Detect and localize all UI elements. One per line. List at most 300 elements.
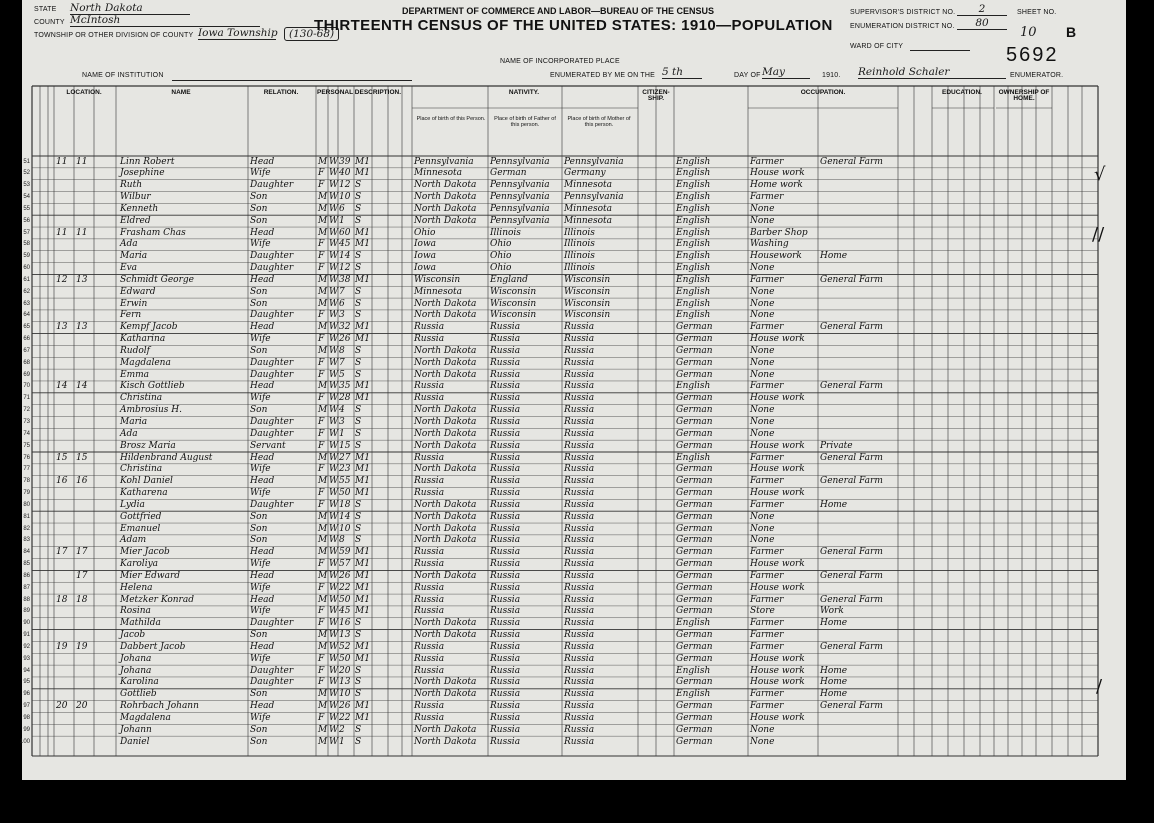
row-line-cell: 67 [23,347,30,354]
row-mbp-cell: Russia [564,511,595,522]
row-bp-cell: Russia [414,559,445,570]
row-name-cell: Ada [120,239,138,250]
row-bp-cell: North Dakota [414,535,477,546]
row-lang-cell: German [676,547,713,558]
row-age-cell: 1 [339,215,345,226]
row-rel-cell: Head [250,476,275,487]
row-bp-cell: Wisconsin [414,274,461,285]
row-name-cell: Rosina [120,606,151,617]
row-rel-cell: Daughter [250,251,294,262]
row-mbp-cell: Russia [564,416,595,427]
day-of-label: DAY OF [734,72,761,79]
row-rel-cell: Son [250,630,268,641]
row-fam-cell: 16 [76,476,88,487]
row-mbp-cell: Russia [564,701,595,712]
row-age-cell: 10 [339,192,351,203]
row-sex-cell: M [318,322,328,333]
row-fbp-cell: Russia [490,665,521,676]
row-mbp-cell: Russia [564,570,595,581]
row-ind-cell: Home [820,665,848,676]
row-line-cell: 57 [23,229,30,236]
row-race-cell: W [329,559,339,570]
row-fbp-cell: Russia [490,712,521,723]
row-trade-cell: House work [750,653,805,664]
row-name-cell: Schmidt George [120,274,194,285]
row-lang-cell: German [676,334,713,345]
row-fam-cell: 19 [76,641,88,652]
row-race-cell: W [329,570,339,581]
row-age-cell: 52 [339,641,351,652]
row-mbp-cell: Minnesota [564,203,613,214]
row-line-cell: 81 [23,513,30,520]
row-trade-cell: House work [750,440,805,451]
row-race-cell: W [329,712,339,723]
row-trade-cell: Farmer [750,618,784,629]
enumeration-district-label: ENUMERATION DISTRICT NO. [850,23,955,30]
row-bp-cell: North Dakota [414,357,477,368]
row-mbp-cell: Russia [564,606,595,617]
row-age-cell: 2 [339,724,345,735]
row-mar-cell: S [355,310,362,321]
row-age-cell: 26 [339,570,351,581]
row-mar-cell: S [355,192,362,203]
row-sex-cell: F [318,712,325,723]
row-rel-cell: Daughter [250,357,294,368]
row-fbp-cell: Wisconsin [490,310,537,321]
row-lang-cell: English [676,215,711,226]
row-dw-cell: 12 [56,274,68,285]
row-line-cell: 54 [23,194,30,201]
row-rel-cell: Head [250,594,275,605]
row-line-cell: 58 [23,241,30,248]
row-lang-cell: English [676,203,711,214]
row-trade-cell: None [750,357,775,368]
row-name-cell: Mier Edward [120,570,181,581]
row-mbp-cell: Wisconsin [564,298,611,309]
row-lang-cell: German [676,345,713,356]
row-sex-cell: F [318,168,325,179]
row-age-cell: 14 [339,511,351,522]
row-race-cell: W [329,464,339,475]
row-trade-cell: House work [750,712,805,723]
row-age-cell: 59 [339,547,351,558]
row-sex-cell: F [318,653,325,664]
row-sex-cell: M [318,689,328,700]
row-mar-cell: M1 [355,168,370,179]
row-fbp-cell: England [490,274,528,285]
row-age-cell: 20 [339,665,351,676]
row-dw-cell: 16 [56,476,68,487]
row-name-cell: Wilbur [120,192,151,203]
institution-label: NAME OF INSTITUTION [82,72,164,79]
row-lang-cell: German [676,476,713,487]
row-lang-cell: German [676,511,713,522]
row-lang-cell: German [676,523,713,534]
row-ind-cell: General Farm [820,322,883,333]
row-lang-cell: English [676,227,711,238]
row-trade-cell: Farmer [750,641,784,652]
row-trade-cell: None [750,511,775,522]
year-label: 1910. [822,72,841,79]
row-fbp-cell: Russia [490,701,521,712]
row-name-cell: Lydia [120,499,145,510]
name-header: NAME [171,89,191,96]
row-race-cell: W [329,630,339,641]
row-sex-cell: M [318,523,328,534]
supervisor-value: 2 [957,3,1007,16]
township-label: TOWNSHIP OR OTHER DIVISION OF COUNTY [34,32,194,39]
row-bp-cell: Russia [414,476,445,487]
row-fam-cell: 11 [76,156,88,167]
row-rel-cell: Wife [250,559,271,570]
county-label: COUNTY [34,19,65,26]
row-trade-cell: House work [750,393,805,404]
row-trade-cell: Farmer [750,689,784,700]
row-bp-cell: Russia [414,393,445,404]
row-bp-cell: Russia [414,334,445,345]
row-age-cell: 8 [339,345,345,356]
row-lang-cell: English [676,310,711,321]
row-rel-cell: Head [250,156,275,167]
row-mar-cell: S [355,416,362,427]
row-race-cell: W [329,440,339,451]
row-mar-cell: M1 [355,594,370,605]
row-rel-cell: Daughter [250,428,294,439]
row-mar-cell: S [355,345,362,356]
sheet-value: 10 [1020,25,1037,40]
row-mar-cell: S [355,215,362,226]
row-name-cell: Maria [120,416,148,427]
row-fam-cell: 15 [76,452,88,463]
row-age-cell: 32 [339,322,351,333]
row-sex-cell: F [318,428,325,439]
row-sex-cell: M [318,535,328,546]
row-fbp-cell: Ohio [490,239,512,250]
row-ind-cell: General Farm [820,594,883,605]
enumerated-month: May [762,66,810,79]
row-line-cell: 86 [23,572,30,579]
row-mar-cell: S [355,251,362,262]
row-race-cell: W [329,215,339,226]
row-fbp-cell: Russia [490,393,521,404]
row-sex-cell: F [318,180,325,191]
row-rel-cell: Son [250,689,268,700]
enumerator-label: ENUMERATOR. [1010,72,1064,79]
row-race-cell: W [329,689,339,700]
row-mbp-cell: Russia [564,535,595,546]
row-mar-cell: M1 [355,547,370,558]
row-line-cell: 59 [23,253,30,260]
row-mar-cell: M1 [355,488,370,499]
row-age-cell: 27 [339,452,351,463]
row-age-cell: 18 [339,499,351,510]
row-race-cell: W [329,227,339,238]
personal-header: PERSONAL DESCRIPTION. [316,89,402,96]
row-rel-cell: Head [250,452,275,463]
row-sex-cell: F [318,665,325,676]
row-race-cell: W [329,677,339,688]
row-sex-cell: F [318,393,325,404]
row-name-cell: Kempf Jacob [120,322,178,333]
row-rel-cell: Daughter [250,416,294,427]
enumeration-district-value: 80 [957,17,1007,30]
row-lang-cell: German [676,712,713,723]
row-fbp-cell: Russia [490,630,521,641]
row-fbp-cell: Russia [490,606,521,617]
row-sex-cell: F [318,677,325,688]
row-sex-cell: M [318,345,328,356]
row-line-cell: 79 [23,490,30,497]
row-fbp-cell: Russia [490,416,521,427]
row-race-cell: W [329,168,339,179]
supervisor-label: SUPERVISOR'S DISTRICT NO. [850,9,956,16]
row-bp-cell: North Dakota [414,618,477,629]
row-trade-cell: Farmer [750,499,784,510]
row-ind-cell: General Farm [820,570,883,581]
row-rel-cell: Head [250,322,275,333]
row-line-cell: 85 [23,561,30,568]
row-age-cell: 12 [339,180,351,191]
row-fbp-cell: Russia [490,677,521,688]
row-fbp-cell: Ohio [490,263,512,274]
row-ind-cell: General Farm [820,701,883,712]
row-race-cell: W [329,322,339,333]
row-name-cell: Hildenbrand August [120,452,213,463]
row-dw-cell: 20 [56,701,68,712]
row-dw-cell: 14 [56,381,68,392]
row-age-cell: 16 [339,618,351,629]
row-fbp-cell: Russia [490,689,521,700]
row-sex-cell: F [318,334,325,345]
row-age-cell: 35 [339,381,351,392]
row-line-cell: 77 [23,466,30,473]
row-sex-cell: M [318,570,328,581]
row-mar-cell: S [355,736,362,747]
row-lang-cell: English [676,239,711,250]
row-fbp-cell: Pennsylvania [490,156,550,167]
row-lang-cell: English [676,689,711,700]
row-rel-cell: Daughter [250,499,294,510]
row-name-cell: Linn Robert [120,156,175,167]
row-age-cell: 39 [339,156,351,167]
row-rel-cell: Servant [250,440,286,451]
row-line-cell: 69 [23,371,30,378]
row-rel-cell: Head [250,227,275,238]
row-name-cell: Maria [120,251,148,262]
row-bp-cell: Russia [414,594,445,605]
row-mar-cell: M1 [355,476,370,487]
row-race-cell: W [329,357,339,368]
row-race-cell: W [329,251,339,262]
row-mbp-cell: Russia [564,357,595,368]
row-bp-cell: Pennsylvania [414,156,474,167]
margin-check-mark: / [1096,676,1103,697]
row-sex-cell: M [318,724,328,735]
row-mar-cell: S [355,286,362,297]
row-rel-cell: Son [250,286,268,297]
row-age-cell: 5 [339,369,345,380]
row-line-cell: 80 [23,501,30,508]
row-mbp-cell: Wisconsin [564,286,611,297]
row-bp-cell: North Dakota [414,298,477,309]
row-bp-cell: North Dakota [414,416,477,427]
row-mbp-cell: Germany [564,168,606,179]
stamp-number: 5692 [1006,44,1059,66]
row-bp-cell: Iowa [414,239,437,250]
row-name-cell: Emanuel [120,523,161,534]
margin-check-mark: // [1092,224,1105,245]
row-name-cell: Katharena [120,488,168,499]
row-fam-cell: 11 [76,227,88,238]
row-ind-cell: General Farm [820,547,883,558]
row-trade-cell: Farmer [750,156,784,167]
row-mar-cell: M1 [355,559,370,570]
row-trade-cell: None [750,724,775,735]
row-fbp-cell: Pennsylvania [490,215,550,226]
row-bp-cell: North Dakota [414,724,477,735]
row-name-cell: Magdalena [120,712,171,723]
row-mbp-cell: Pennsylvania [564,192,624,203]
row-sex-cell: F [318,310,325,321]
row-race-cell: W [329,156,339,167]
row-rel-cell: Wife [250,334,271,345]
row-age-cell: 38 [339,274,351,285]
row-race-cell: W [329,582,339,593]
row-fbp-cell: Russia [490,322,521,333]
row-trade-cell: None [750,310,775,321]
row-trade-cell: None [750,263,775,274]
row-line-cell: 84 [23,549,30,556]
row-ind-cell: Work [820,606,844,617]
row-name-cell: Rudolf [120,345,150,356]
row-bp-cell: North Dakota [414,369,477,380]
enumerated-day: 5 th [662,66,702,79]
row-sex-cell: F [318,263,325,274]
row-lang-cell: English [676,251,711,262]
row-fbp-cell: Russia [490,547,521,558]
enumerated-label: ENUMERATED BY ME ON THE [550,72,655,79]
row-age-cell: 28 [339,393,351,404]
row-race-cell: W [329,393,339,404]
row-rel-cell: Son [250,511,268,522]
row-sex-cell: M [318,476,328,487]
row-dw-cell: 17 [56,547,68,558]
row-bp-cell: North Dakota [414,203,477,214]
row-sex-cell: F [318,416,325,427]
row-name-cell: Josephine [120,168,165,179]
row-bp-cell: North Dakota [414,736,477,747]
row-bp-cell: Ohio [414,227,436,238]
row-rel-cell: Son [250,215,268,226]
row-fbp-cell: Russia [490,594,521,605]
row-sex-cell: M [318,203,328,214]
row-lang-cell: German [676,464,713,475]
row-line-cell: 73 [23,418,30,425]
row-sex-cell: M [318,156,328,167]
row-trade-cell: Farmer [750,322,784,333]
row-dw-cell: 18 [56,594,68,605]
row-race-cell: W [329,499,339,510]
row-fbp-cell: Russia [490,452,521,463]
row-fbp-cell: Russia [490,381,521,392]
row-fbp-cell: Pennsylvania [490,192,550,203]
row-name-cell: Fern [120,310,142,321]
row-name-cell: Eldred [120,215,151,226]
row-mbp-cell: Russia [564,488,595,499]
row-sex-cell: F [318,369,325,380]
row-sex-cell: F [318,357,325,368]
row-rel-cell: Daughter [250,369,294,380]
row-line-cell: 63 [23,300,30,307]
row-age-cell: 12 [339,263,351,274]
row-fam-cell: 14 [76,381,88,392]
row-bp-cell: Minnesota [414,168,463,179]
row-age-cell: 15 [339,440,351,451]
row-fbp-cell: Russia [490,334,521,345]
row-sex-cell: F [318,618,325,629]
row-lang-cell: English [676,168,711,179]
row-race-cell: W [329,701,339,712]
row-bp-cell: North Dakota [414,464,477,475]
row-age-cell: 55 [339,476,351,487]
row-name-cell: Ruth [120,180,142,191]
row-mbp-cell: Illinois [564,251,595,262]
row-trade-cell: Housework [750,251,802,262]
row-trade-cell: Washing [750,239,789,250]
row-age-cell: 6 [339,203,345,214]
row-rel-cell: Daughter [250,263,294,274]
row-mbp-cell: Russia [564,665,595,676]
row-line-cell: 99 [23,726,30,733]
row-line-cell: 64 [23,312,30,319]
census-title: THIRTEENTH CENSUS OF THE UNITED STATES: 1910—POPULATION [314,17,833,34]
row-rel-cell: Wife [250,393,271,404]
row-fam-cell: 18 [76,594,88,605]
row-race-cell: W [329,641,339,652]
row-rel-cell: Son [250,736,268,747]
row-fbp-cell: Russia [490,559,521,570]
row-race-cell: W [329,310,339,321]
row-line-cell: 87 [23,584,30,591]
row-trade-cell: Barber Shop [750,227,808,238]
row-lang-cell: German [676,559,713,570]
row-mar-cell: M1 [355,712,370,723]
row-sex-cell: M [318,594,328,605]
row-mbp-cell: Illinois [564,227,595,238]
row-line-cell: 72 [23,407,30,414]
row-mbp-cell: Russia [564,428,595,439]
location-header: LOCATION. [66,89,102,96]
row-lang-cell: German [676,405,713,416]
row-trade-cell: None [750,345,775,356]
row-bp-cell: North Dakota [414,405,477,416]
row-lang-cell: English [676,618,711,629]
row-ind-cell: Private [820,440,853,451]
ownership-header: OWNERSHIP OF HOME. [998,89,1050,102]
row-trade-cell: None [750,286,775,297]
row-race-cell: W [329,298,339,309]
row-age-cell: 10 [339,523,351,534]
row-rel-cell: Wife [250,712,271,723]
row-age-cell: 45 [339,239,351,250]
row-sex-cell: F [318,464,325,475]
row-rel-cell: Head [250,701,275,712]
row-rel-cell: Daughter [250,665,294,676]
row-bp-cell: North Dakota [414,499,477,510]
nativity-header: NATIVITY. [508,89,540,96]
row-mbp-cell: Illinois [564,263,595,274]
row-mbp-cell: Russia [564,440,595,451]
